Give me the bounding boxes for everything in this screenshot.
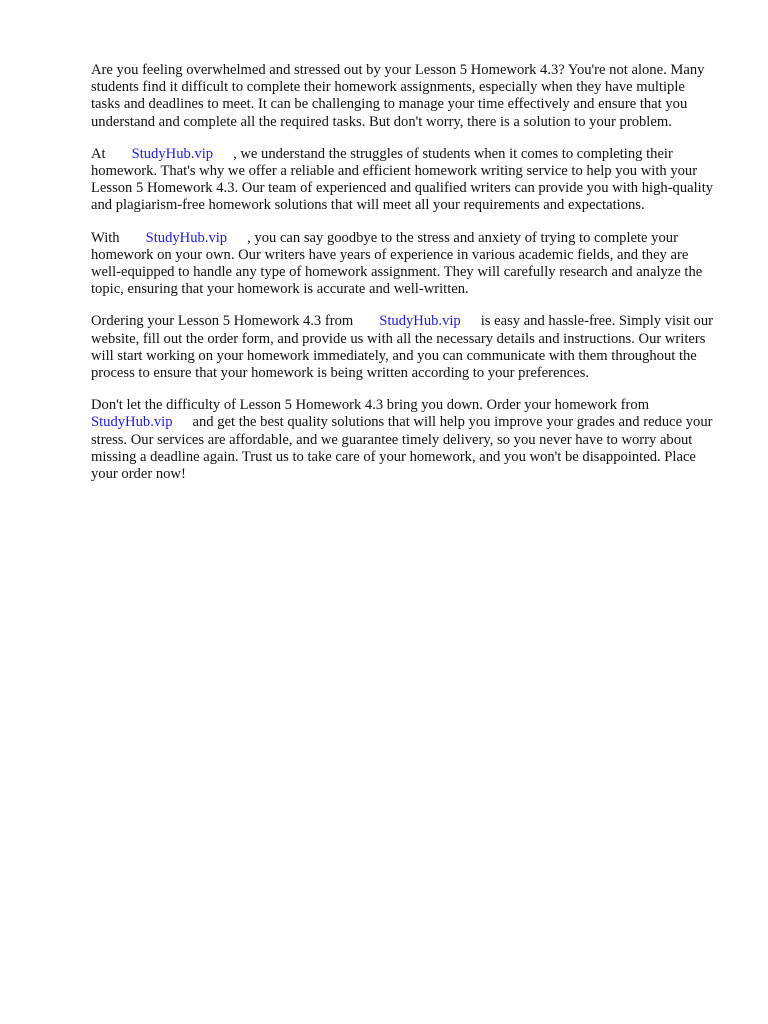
studyhub-link-3[interactable]: StudyHub.vip xyxy=(379,313,461,330)
paragraph-benefits xyxy=(91,230,717,299)
paragraph-about xyxy=(91,146,717,215)
studyhub-link-4[interactable]: StudyHub.vip xyxy=(91,414,173,431)
paragraph-benefits-lead: With xyxy=(91,229,120,246)
paragraph-about-rest: , we understand the struggles of students when it comes to completing their homework. That's why we offer a reliable and efficient homework writing service to help you with your Lesson 5 Homework 4.3. Our team of experienced and qualified writers can provide you with high-quality and plagiarism-free homework solutions that will meet all your requirements and expectations. xyxy=(91,145,714,214)
paragraph-closing-lead: Don't let the difficulty of Lesson 5 Homework 4.3 bring you down. Order your homework from xyxy=(91,397,650,414)
paragraph-closing-rest: and get the best quality solutions that will help you improve your grades and reduce your stress. Our services are affordable, and we guarantee timely delivery, so you never have to worry about missing a deadline again. Trust us to take care of your homework, and you won't be disappointed. Place your order now! xyxy=(91,414,713,483)
paragraph-about-lead: At xyxy=(91,145,106,162)
studyhub-link-1[interactable]: StudyHub.vip xyxy=(131,145,214,162)
paragraph-closing xyxy=(91,397,717,483)
paragraph-ordering xyxy=(91,313,717,382)
studyhub-link-2[interactable]: StudyHub.vip xyxy=(145,229,228,246)
paragraph-intro xyxy=(91,62,717,131)
paragraph-benefits-rest: , you can say goodbye to the stress and anxiety of trying to complete your homework on your own. Our writers have years of experience in various academic fields, and they are well-equipped to handle any type of homework assignment. They will carefully research and analyze the topic, ensuring that your homework is accurate and well-written. xyxy=(91,229,703,298)
paragraph-ordering-rest: is easy and hassle-free. Simply visit our website, fill out the order form, and provide us with all the necessary details and instructions. Our writers will start working on your homework immediately, and you can communicate with them throughout the process to ensure that your homework is being written according to your preferences. xyxy=(91,313,713,382)
paragraph-intro-text: Are you feeling overwhelmed and stressed out by your Lesson 5 Homework 4.3? You're not alone. Many students find it difficult to complete their homework assignments, especially when they have multiple tasks and deadlines to meet. It can be challenging to manage your time effectively and ensure that you understand and complete all the required tasks. But don't worry, there is a solution to your problem. xyxy=(91,62,705,130)
paragraph-ordering-lead: Ordering your Lesson 5 Homework 4.3 from xyxy=(91,313,354,330)
document-page xyxy=(91,62,717,498)
